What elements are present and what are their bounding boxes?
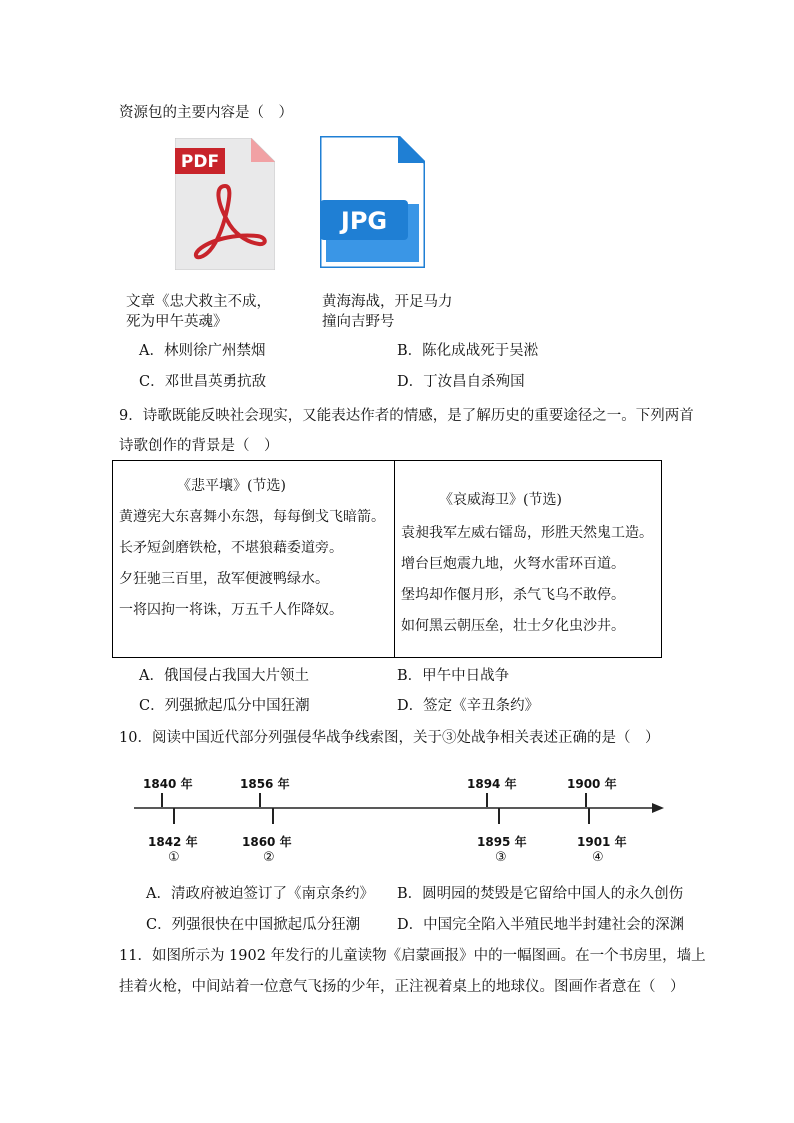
pdf-file-icon [175, 138, 275, 270]
timeline-marker: ① [168, 850, 180, 865]
poem-left-title: 《悲平壤》(节选) [177, 478, 286, 494]
timeline-marker: ② [263, 850, 275, 865]
q8-stem: 资源包的主要内容是（ ） [119, 105, 293, 121]
q10-option-d[interactable]: D．中国完全陷入半殖民地半封建社会的深渊 [397, 917, 685, 933]
q8-option-b[interactable]: B．陈化成战死于吴淞 [397, 343, 539, 359]
q9-stem-line2: 诗歌创作的背景是（ ） [119, 438, 279, 454]
timeline-top-label: 1894 年 [467, 777, 517, 791]
timeline-bottom-label: 1842 年 [148, 835, 198, 849]
timeline-tick [161, 793, 163, 807]
timeline-marker: ④ [592, 850, 604, 865]
q8-option-a[interactable]: A．林则徐广州禁烟 [139, 343, 266, 359]
timeline-tick [272, 808, 274, 824]
poem-table [112, 460, 662, 658]
poem-divider [394, 461, 395, 657]
q10-option-a[interactable]: A．清政府被迫签订了《南京条约》 [146, 886, 374, 902]
caption-left-line2: 死为甲午英魂》 [126, 314, 228, 330]
timeline-tick [173, 808, 175, 824]
poem-right-line: 袁昶我军左威右镭岛，形胜天然鬼工造。 [401, 525, 653, 541]
q9-option-a[interactable]: A．俄国侵占我国大片领土 [139, 668, 309, 684]
q11-stem-line1: 11．如图所示为 1902 年发行的儿童读物《启蒙画报》中的一幅图画。在一个书房里，墙上 [119, 948, 706, 964]
timeline-tick [486, 793, 488, 807]
caption-left-line1: 文章《忠犬救主不成， [126, 294, 271, 310]
pdf-icon-text: PDF [180, 152, 220, 172]
timeline-top-label: 1900 年 [567, 777, 617, 791]
jpg-icon-text: JPG [340, 207, 388, 235]
timeline-tick [585, 793, 587, 807]
timeline-tick [498, 808, 500, 824]
caption-right-line1: 黄海海战，开足马力 [322, 294, 453, 310]
q9-option-d[interactable]: D．签定《辛丑条约》 [397, 698, 540, 714]
q10-option-c[interactable]: C．列强很快在中国掀起瓜分狂潮 [146, 917, 361, 933]
q9-stem-line1: 9．诗歌既能反映社会现实，又能表达作者的情感，是了解历史的重要途径之一。下列两首 [119, 408, 694, 424]
poem-right-title: 《哀威海卫》(节选) [439, 492, 562, 508]
timeline-tick [588, 808, 590, 824]
poem-left-line: 夕狂驰三百里，敌军便渡鸭绿水。 [119, 571, 329, 587]
timeline-marker: ③ [495, 850, 507, 865]
q9-option-b[interactable]: B．甲午中日战争 [397, 668, 510, 684]
q8-option-d[interactable]: D．丁汝昌自杀殉国 [397, 374, 525, 390]
timeline-top-label: 1856 年 [240, 777, 290, 791]
poem-left-line: 一将囚拘一将诛，万五千人作降奴。 [119, 602, 343, 618]
jpg-file-icon [320, 136, 425, 268]
poem-left-line: 长矛短剑磨铁枪，不堪狼藉委道旁。 [119, 540, 343, 556]
poem-right-line: 如何黑云朝压垒，壮士夕化虫沙井。 [401, 618, 625, 634]
q9-option-c[interactable]: C．列强掀起瓜分中国狂潮 [139, 698, 310, 714]
timeline-top-label: 1840 年 [143, 777, 193, 791]
poem-left-line: 黄遵宪大东喜舞小东怨，每每倒戈飞暗箭。 [119, 509, 385, 525]
q10-option-b[interactable]: B．圆明园的焚毁是它留给中国人的永久创伤 [397, 886, 684, 902]
poem-right-line: 堡坞却作偃月形，杀气飞乌不敢停。 [401, 587, 625, 603]
q10-stem: 10．阅读中国近代部分列强侵华战争线索图，关于③处战争相关表述正确的是（ ） [119, 730, 660, 746]
timeline-bottom-label: 1895 年 [477, 835, 527, 849]
poem-right-line: 增台巨炮震九地，火弩水雷环百道。 [401, 556, 625, 572]
q8-option-c[interactable]: C．邓世昌英勇抗敌 [139, 374, 267, 390]
timeline-bottom-label: 1901 年 [577, 835, 627, 849]
timeline-tick [259, 793, 261, 807]
caption-right-line2: 撞向吉野号 [322, 314, 395, 330]
timeline-bottom-label: 1860 年 [242, 835, 292, 849]
q11-stem-line2: 挂着火枪，中间站着一位意气飞扬的少年，正注视着桌上的地球仪。图画作者意在（ ） [119, 979, 685, 995]
